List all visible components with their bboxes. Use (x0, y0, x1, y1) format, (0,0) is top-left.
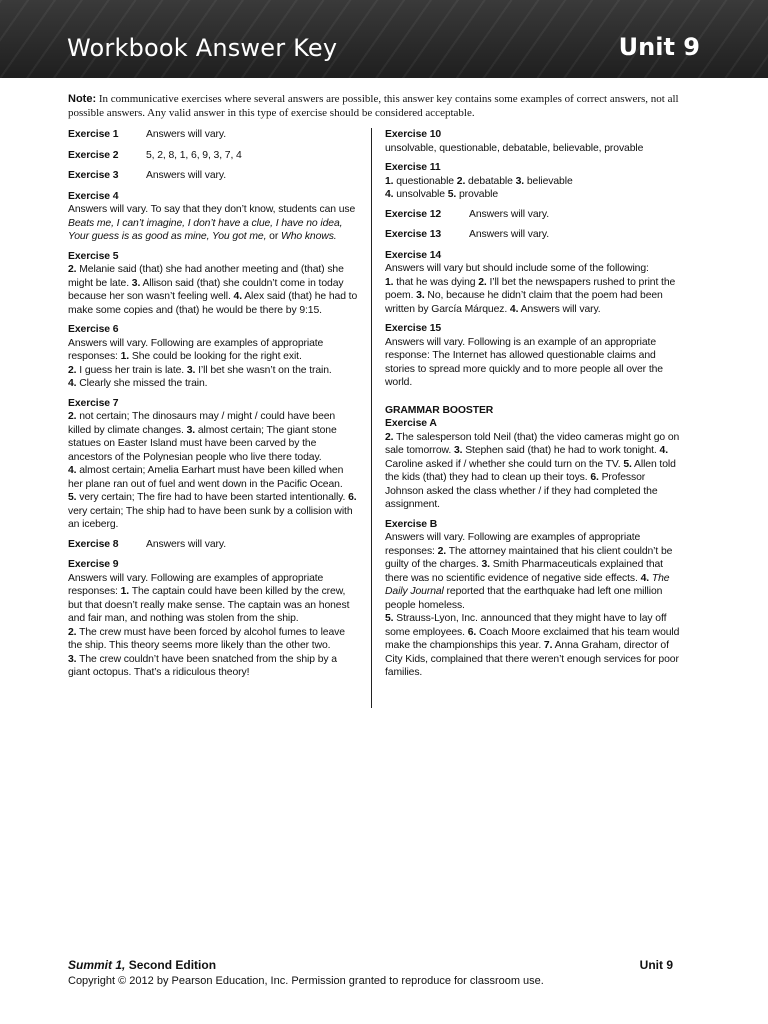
section-heading-grammar-booster: GRAMMAR BOOSTER (385, 404, 494, 416)
item-number: 5. (385, 613, 394, 624)
item-number: 6. (348, 492, 357, 503)
item-text: I guess her train is late. (76, 364, 187, 376)
exercise-10 (385, 128, 681, 155)
item-text: The salesperson told Neil (that) the video cameras might go on sale tomorrow. (385, 431, 680, 456)
footer-copyright: Copyright © 2012 by Pearson Education, Inc. Permission granted to reproduce for classroom use. (68, 975, 544, 987)
item-number: 1. (385, 276, 394, 288)
item-number: 3. (453, 445, 463, 456)
exercise-heading: Exercise 14 (385, 249, 442, 261)
exercise-heading: Exercise 2 (68, 149, 119, 161)
item-text: The attorney maintained that his client couldn’t be guilty of the charges. (385, 545, 673, 570)
exercise-answer: Answers will vary. (469, 229, 549, 240)
exercise-15 (385, 322, 681, 390)
item-number: 4. (68, 465, 77, 476)
exercise-6 (68, 323, 360, 391)
item-number: 3. (186, 424, 196, 436)
item-number: 1. (385, 175, 394, 187)
exercise-1 (68, 128, 360, 142)
item-text: I’ll bet the newspapers rushed to print the poem. (385, 276, 676, 301)
exercise-heading: Exercise 13 (385, 229, 442, 240)
item-number: 3. (68, 653, 77, 665)
item-text: almost certain; The giant stone statues on Easter Island must have been carved by the ancestors of the Polynesian people who live there today. (68, 424, 337, 463)
item-number: 4. (385, 189, 394, 200)
exercise-heading: Exercise 4 (68, 190, 119, 202)
footer-book-name: Summit 1, (68, 958, 126, 972)
item-text: Anna Graham, director of City Kids, complained that there weren’t enough services for poor families. (385, 640, 679, 678)
footer-book-title (68, 958, 216, 972)
item-number: 7. (543, 640, 553, 651)
exercise-answer: unsolvable, questionable, debatable, believable, provable (385, 142, 644, 154)
item-number: 2. (68, 364, 77, 376)
exercise-answer: Answers will vary. (146, 538, 226, 550)
item-number: 2. (478, 276, 487, 288)
item-number: 1. (120, 351, 130, 362)
item-text: Professor Johnson asked the class whether / if they had completed the assignment. (385, 472, 658, 510)
item-number: 3. (416, 290, 425, 301)
exercise-11 (385, 161, 681, 202)
item-number: 6. (467, 626, 477, 638)
exercise-answer: 5, 2, 8, 1, 6, 9, 3, 7, 4 (146, 149, 242, 161)
exercise-intro: Answers will vary. Following are examples of appropriate responses: (385, 532, 641, 557)
item-text: Stephen said (that) he had to work tonight. (462, 445, 660, 456)
footer-edition: Second Edition (125, 958, 217, 972)
item-number: 4. (659, 445, 668, 456)
item-number: 3. (515, 175, 525, 187)
exercise-heading: Exercise 3 (68, 170, 119, 181)
item-number: 3. (481, 559, 490, 570)
item-number: 2. (456, 175, 466, 187)
note (68, 92, 684, 120)
item-text: Melanie said (that) she had another meeting and (that) she might be late. (68, 264, 344, 289)
item-number: 5. (623, 458, 632, 470)
exercise-2 (68, 149, 360, 163)
unit-label: Unit 9 (618, 33, 700, 61)
item-number: 4. (640, 572, 650, 584)
item-text: Allen told the kids (that) they had to clean up their toys. (385, 458, 676, 483)
item-text: Answers will vary. (518, 303, 601, 315)
exercise-intro: Answers will vary but should include some of the following: (385, 263, 649, 274)
exercise-14 (385, 249, 681, 317)
item-text: The crew must have been forced by alcohol fumes to leave the ship. This theory seems more likely than the other two. (68, 626, 345, 651)
note-text: In communicative exercises where several answers are possible, this answer key contains some examples of correct answers, not all possible answers. Any valid answer in this type of exercise should be considered acceptable. (68, 93, 679, 119)
header-band (0, 0, 768, 78)
item-text: Caroline asked if / whether she could turn on the TV. (385, 458, 624, 470)
item-text: Coach Moore exclaimed that his team would make the championships this year. (385, 626, 680, 651)
exercise-answer: Answers will vary. (146, 170, 226, 181)
exercise-heading: Exercise 7 (68, 397, 119, 409)
footer-unit: Unit 9 (639, 958, 673, 972)
item-number: 3. (186, 364, 196, 376)
item-text: unsolvable (393, 189, 448, 200)
item-text: that he was dying (393, 276, 479, 288)
exercise-intro: Answers will vary. Following are examples of appropriate responses: (68, 572, 324, 597)
item-number: 4. (68, 378, 77, 389)
item-number: 2. (68, 626, 77, 638)
item-text: questionable (393, 175, 457, 187)
page-title: Workbook Answer Key (67, 34, 338, 62)
exercise-12 (385, 208, 681, 222)
item-text: She could be looking for the right exit. (129, 351, 302, 362)
item-number: 4. (509, 303, 519, 315)
item-text: Alex said (that) he had to make some copies and (that) he would be there by 9:15. (68, 291, 358, 316)
exercise-b (385, 518, 681, 680)
exercise-13 (385, 228, 681, 242)
item-number: 2. (437, 545, 447, 557)
item-number: 4. (233, 291, 243, 302)
exercise-answer: Answers will vary. (146, 129, 226, 140)
exercise-heading: Exercise 9 (68, 559, 119, 570)
item-text: Allison said (that) she couldn’t come in today because her son wasn’t feeling well. (68, 277, 344, 302)
item-text: No, because he didn’t claim that the poem had been written by García Márquez. (385, 290, 663, 315)
note-label: Note: (68, 93, 97, 105)
exercise-heading: Exercise 6 (68, 324, 119, 335)
item-italic: The Daily Journal (385, 572, 670, 597)
column-divider (371, 128, 372, 708)
item-number: 5. (68, 492, 77, 503)
item-number: 6. (590, 472, 599, 483)
exercise-heading: Exercise 1 (68, 129, 119, 140)
right-column (385, 128, 681, 686)
exercise-heading: Exercise 12 (385, 208, 442, 220)
item-text: reported that the earthquake had left one million people homeless. (385, 586, 663, 611)
exercise-9 (68, 558, 360, 680)
exercise-7 (68, 397, 360, 532)
exercise-heading: Exercise 10 (385, 129, 442, 140)
exercise-heading: Exercise 5 (68, 250, 119, 262)
exercise-a (385, 417, 681, 512)
item-number: 3. (131, 277, 141, 289)
exercise-heading: Exercise 15 (385, 323, 442, 334)
item-text: Strauss-Lyon, Inc. announced that they might have to lay off some employees. (385, 613, 667, 638)
item-number: 5. (447, 189, 457, 200)
exercise-answer: Answers will vary. Following is an example of an appropriate response: The Internet has allowed questionable claims and stories to spread more quickly and to more people all over the world. (385, 336, 663, 388)
item-text: believable (524, 175, 573, 187)
exercise-heading: Exercise B (385, 518, 438, 530)
item-text: very certain; The fire had to have been started intentionally. (76, 492, 349, 503)
item-text: I’ll bet she wasn’t on the train. (195, 364, 332, 376)
exercise-text: Answers will vary. To say that they don’t know, students can use (68, 204, 356, 215)
exercise-heading: Exercise 11 (385, 162, 441, 173)
item-text: The crew couldn’t have been snatched from the ship by a giant octopus. That’s a ridiculous theory! (68, 653, 337, 678)
item-text: not certain; The dinosaurs may / might / could have been killed by climate changes. (68, 411, 336, 436)
exercise-text: or (266, 231, 281, 242)
item-text: Smith Pharmaceuticals explained that there was no scientific evidence of negative side effects. (385, 559, 663, 584)
item-text: The captain could have been killed by the crew, but that doesn’t really make sense. The captain was an honest and fair man, and nothing was stolen from the ship. (68, 586, 350, 624)
item-number: 2. (68, 411, 77, 422)
exercise-intro: Answers will vary. Following are examples of appropriate responses: (68, 337, 324, 362)
exercise-8 (68, 538, 360, 552)
item-number: 2. (385, 431, 394, 443)
exercise-5 (68, 250, 360, 318)
exercise-heading: Exercise A (385, 418, 437, 429)
exercise-3 (68, 169, 360, 183)
item-number: 1. (120, 586, 130, 597)
item-text: debatable (465, 175, 516, 187)
item-number: 2. (68, 264, 77, 275)
exercise-italic: Beats me, I can’t imagine, I don’t have a clue, I have no idea, Your guess is as good as mine, You got me, (68, 217, 343, 242)
exercise-italic: Who knows. (280, 231, 337, 242)
left-column (68, 128, 360, 686)
item-text: provable (456, 189, 499, 200)
item-text: very certain; The ship had to have been sunk by a collision with an iceberg. (68, 505, 353, 530)
exercise-4 (68, 190, 360, 244)
exercise-answer: Answers will vary. (469, 208, 549, 220)
item-text: Clearly she missed the train. (76, 378, 208, 389)
item-text: almost certain; Amelia Earhart must have been killed when her plane ran out of fuel and went down in the Pacific Ocean. (68, 465, 344, 490)
exercise-heading: Exercise 8 (68, 538, 119, 550)
